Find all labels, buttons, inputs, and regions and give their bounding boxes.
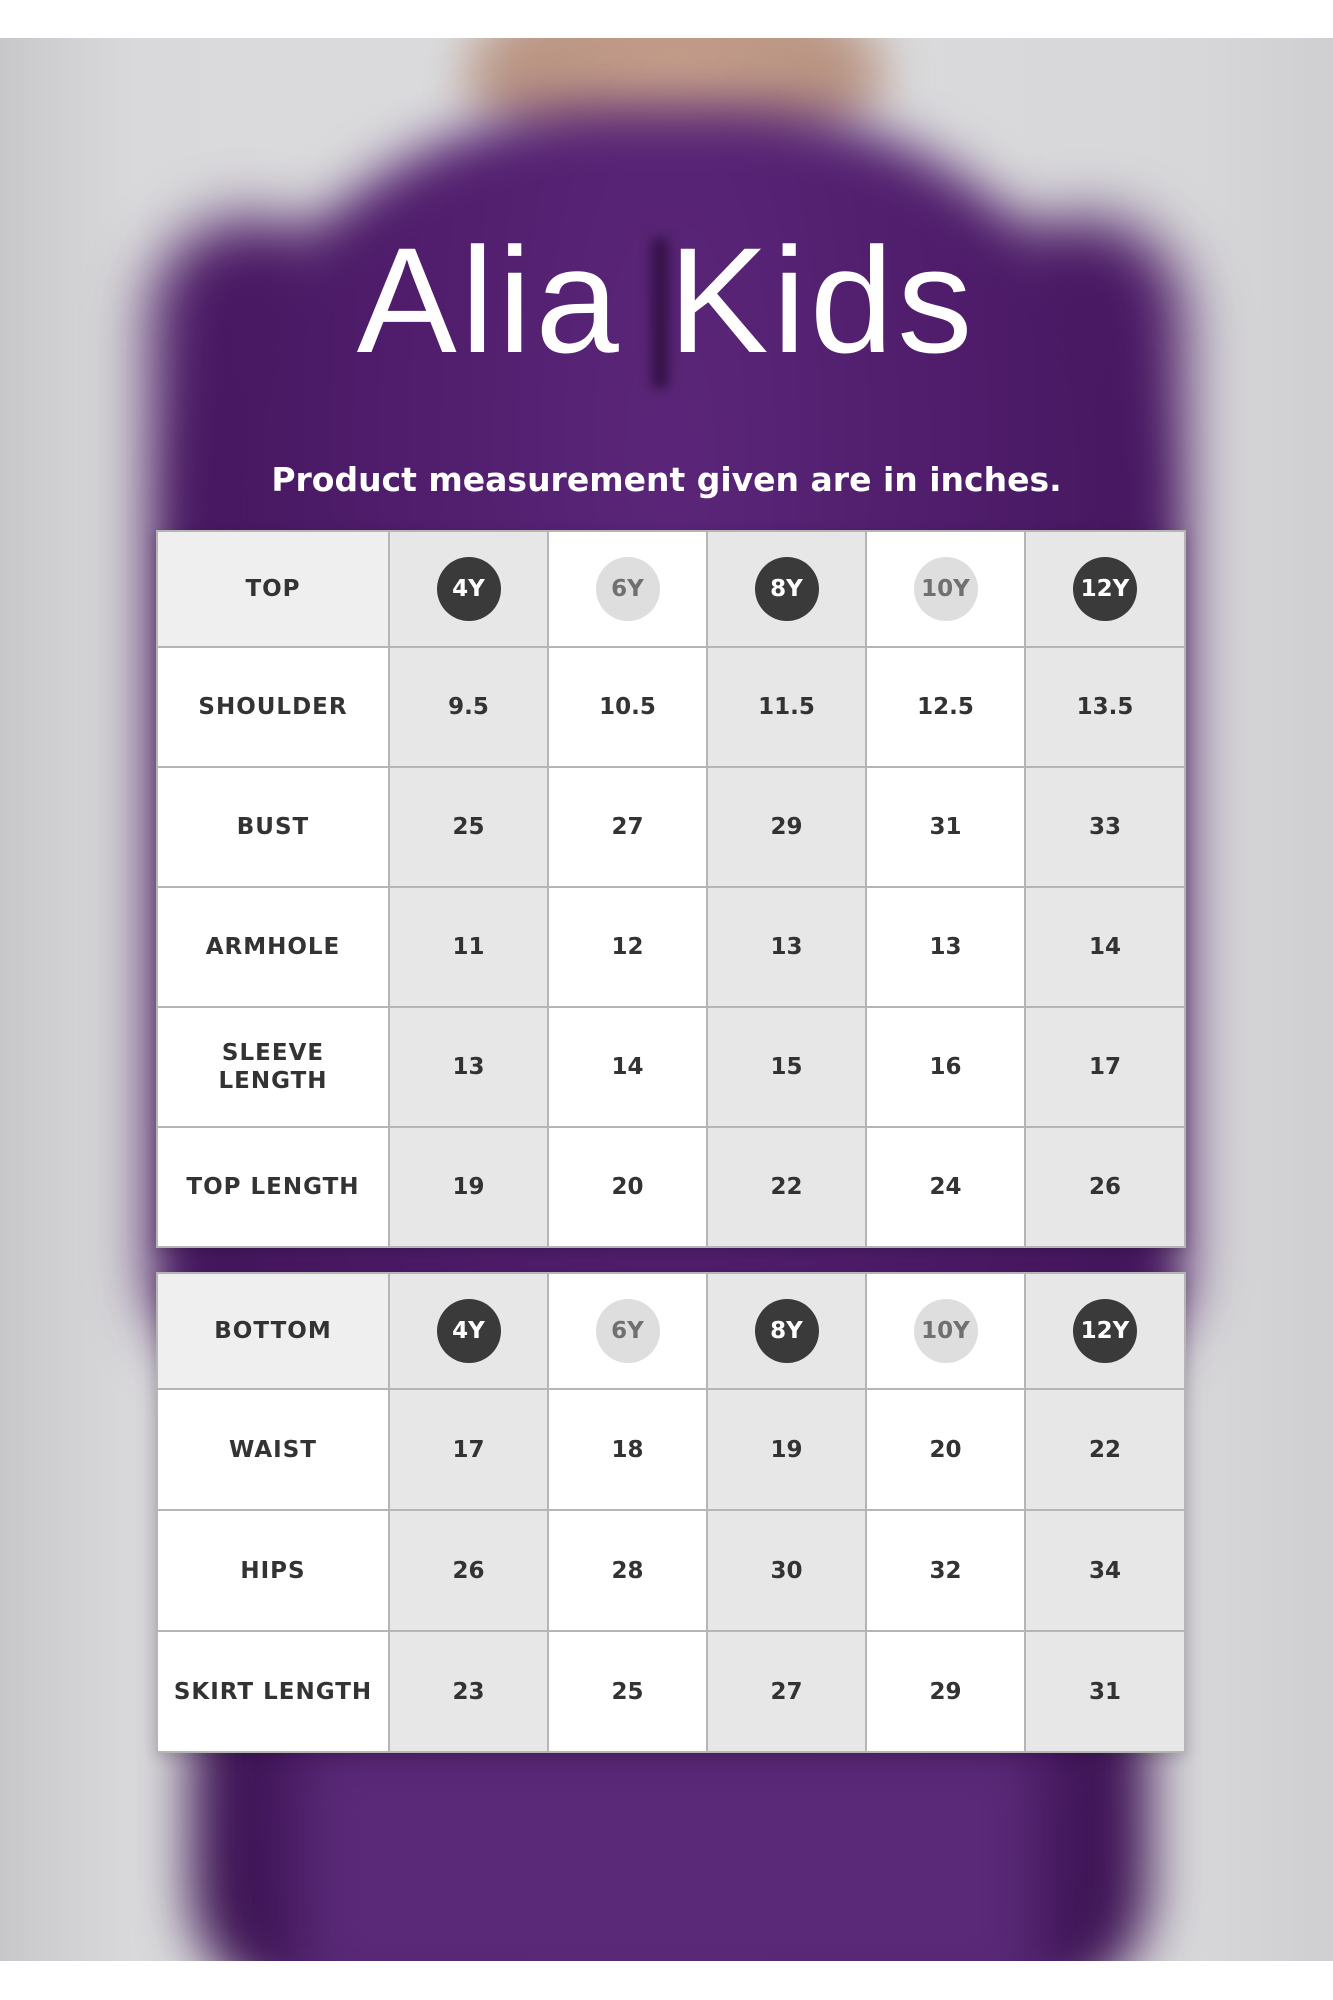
table-row [157,1127,1185,1247]
measurement-cell: 15 [707,1007,866,1127]
measurement-cell: 23 [389,1631,548,1752]
measurement-cell: 33 [1025,767,1185,887]
table-header-row [157,1273,1185,1389]
measurement-cell: 11.5 [707,647,866,767]
measurement-cell: 17 [1025,1007,1185,1127]
measurement-cell: 13 [866,887,1025,1007]
measurement-cell: 29 [707,767,866,887]
measurement-cell: 22 [707,1127,866,1247]
measurement-cell: 29 [866,1631,1025,1752]
measurement-cell: 28 [548,1510,707,1631]
measurement-cell: 20 [548,1127,707,1247]
row-label: HIPS [157,1510,389,1631]
size-cell [866,531,1025,647]
measurement-cell: 31 [1025,1631,1185,1752]
measurement-cell: 30 [707,1510,866,1631]
measurement-cell: 27 [707,1631,866,1752]
measurement-cell: 9.5 [389,647,548,767]
measurement-cell: 14 [548,1007,707,1127]
measurement-cell: 26 [1025,1127,1185,1247]
measurement-cell: 11 [389,887,548,1007]
table-row [157,1510,1185,1631]
measurement-cell: 14 [1025,887,1185,1007]
size-cell [548,1273,707,1389]
measurement-cell: 22 [1025,1389,1185,1510]
measurement-cell: 26 [389,1510,548,1631]
measurement-cell: 10.5 [548,647,707,767]
size-badge: 12Y [1073,557,1137,621]
bottom-size-table [156,1272,1186,1753]
measurement-cell: 19 [389,1127,548,1247]
size-cell [866,1273,1025,1389]
measurement-cell: 32 [866,1510,1025,1631]
size-badge: 4Y [437,557,501,621]
row-label: SLEEVE LENGTH [157,1007,389,1127]
size-cell [1025,531,1185,647]
measurement-cell: 20 [866,1389,1025,1510]
table-row [157,887,1185,1007]
size-cell [707,1273,866,1389]
table-header-row [157,531,1185,647]
table-row [157,647,1185,767]
page-subtitle: Product measurement given are in inches. [271,460,1062,499]
size-cell [389,1273,548,1389]
table-row [157,1389,1185,1510]
row-label: ARMHOLE [157,887,389,1007]
row-label: BUST [157,767,389,887]
size-cell [389,531,548,647]
measurement-cell: 31 [866,767,1025,887]
size-badge: 8Y [755,557,819,621]
row-label: SKIRT LENGTH [157,1631,389,1752]
measurement-cell: 12 [548,887,707,1007]
measurement-cell: 17 [389,1389,548,1510]
size-badge: 10Y [914,557,978,621]
row-label: TOP LENGTH [157,1127,389,1247]
table-row [157,1631,1185,1752]
measurement-cell: 13.5 [1025,647,1185,767]
table-header-label: TOP [157,531,389,647]
size-badge: 6Y [596,1299,660,1363]
row-label: WAIST [157,1389,389,1510]
measurement-cell: 12.5 [866,647,1025,767]
size-badge: 12Y [1073,1299,1137,1363]
size-cell [1025,1273,1185,1389]
size-badge: 10Y [914,1299,978,1363]
measurement-cell: 34 [1025,1510,1185,1631]
measurement-cell: 19 [707,1389,866,1510]
measurement-cell: 13 [389,1007,548,1127]
table-row [157,1007,1185,1127]
measurement-cell: 18 [548,1389,707,1510]
size-cell [707,531,866,647]
measurement-cell: 25 [548,1631,707,1752]
measurement-cell: 27 [548,767,707,887]
size-cell [548,531,707,647]
page-title: Alia Kids [356,216,977,384]
size-badge: 6Y [596,557,660,621]
size-badge: 8Y [755,1299,819,1363]
table-row [157,767,1185,887]
photo-garment-skirt [300,1738,1040,1961]
measurement-cell: 24 [866,1127,1025,1247]
measurement-cell: 25 [389,767,548,887]
size-badge: 4Y [437,1299,501,1363]
row-label: SHOULDER [157,647,389,767]
measurement-cell: 13 [707,887,866,1007]
measurement-cell: 16 [866,1007,1025,1127]
top-size-table [156,530,1186,1248]
table-header-label: BOTTOM [157,1273,389,1389]
